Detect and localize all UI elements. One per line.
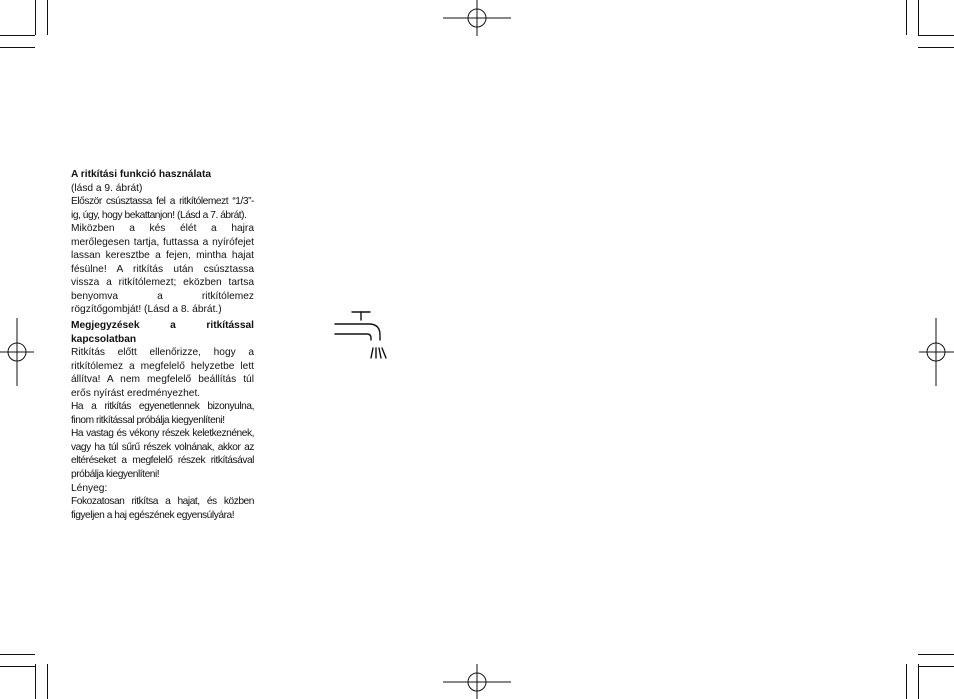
registration-mark-icon xyxy=(0,318,34,386)
crop-mark-icon xyxy=(0,655,48,699)
crop-mark-icon xyxy=(907,655,954,699)
crop-mark-icon xyxy=(907,0,954,48)
registration-mark-icon xyxy=(443,0,511,36)
paragraph: Fokozatosan ritkítsa a hajat, és közben figyeljen a haj egészének egyensúlyára! xyxy=(71,496,254,521)
water-faucet-icon xyxy=(333,310,393,366)
paragraph: Ha a ritkítás egyenetlennek bizonyulna, finom ritkítással próbálja kiegyenlíteni! xyxy=(71,401,254,426)
crop-mark-icon xyxy=(0,0,48,48)
registration-mark-icon xyxy=(919,318,954,386)
section-heading: Megjegyzések a ritkítással kapcsolatban xyxy=(71,320,254,345)
instruction-column xyxy=(71,168,254,522)
paragraph: Ritkítás előtt ellenőrizze, hogy a ritkítólemez a megfelelő helyzetbe lett állítva! A nem megfelelő beállítás túl erős nyírást eredményezhet. xyxy=(71,347,254,399)
registration-mark-icon xyxy=(443,664,511,699)
paragraph: Miközben a kés élét a hajra merőlegesen tartja, futtassa a nyírófejet lassan keresztbe a fejen, mintha hajat fésülne! A ritkítás után csúsztassa vissza a ritkítólemezt; eközben tartsa benyomva a ritkítólemez rögzítőgombját! (Lásd a 8. ábrát.) xyxy=(71,223,254,316)
paragraph: Lényeg: xyxy=(71,482,108,494)
section-heading: A ritkítási funkció használata xyxy=(71,169,212,180)
paragraph: (lásd a 9. ábrát) xyxy=(71,182,143,194)
paragraph: Először csúsztassa fel a ritkítólemezt “1/3”-ig, úgy, hogy bekattanjon! (Lásd a 7. ábrát). xyxy=(71,196,254,221)
paragraph: Ha vastag és vékony részek keletkeznének, vagy ha túl sűrű részek volnának, akkor az eltéréseket a megfelelő részek ritkításával próbálja kiegyenlíteni! xyxy=(71,428,254,481)
